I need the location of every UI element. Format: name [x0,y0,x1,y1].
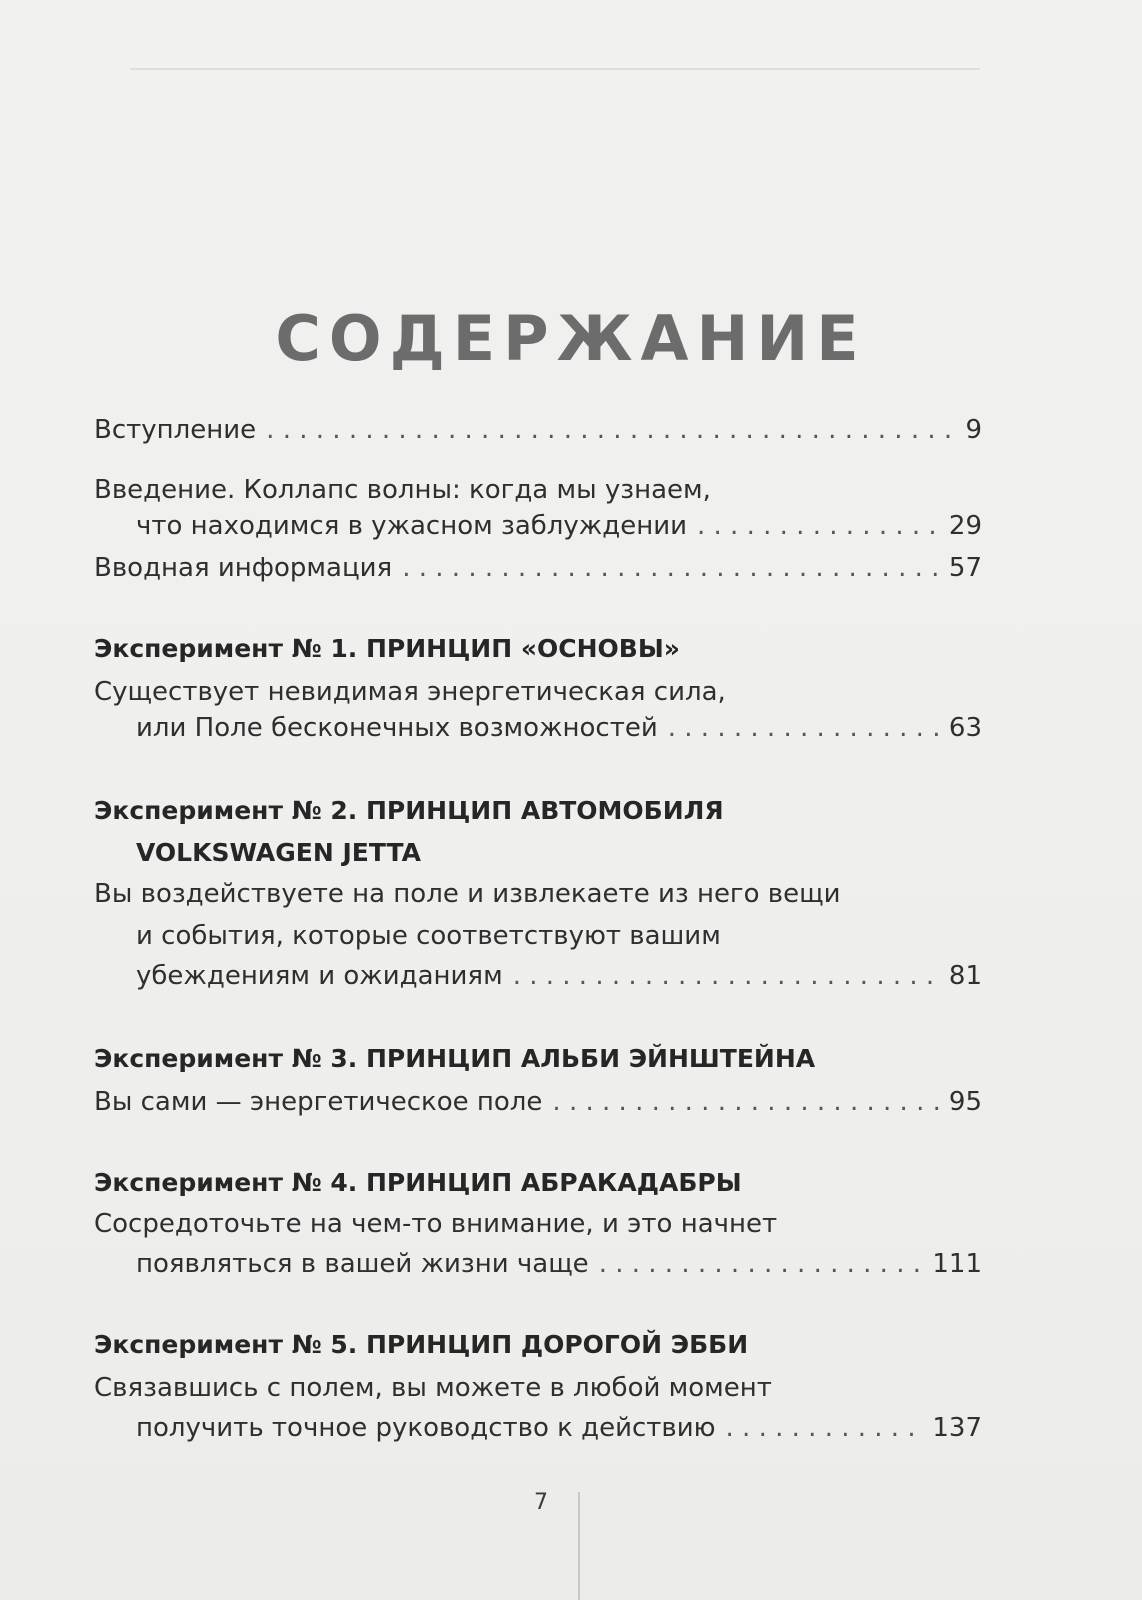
page-gutter-rule [578,1492,580,1600]
dot-leader [552,1084,938,1120]
dot-leader [668,710,939,746]
toc-line [94,472,982,508]
toc-section-heading: Эксперимент № 2. ПРИНЦИП АВТОМОБИЛЯ [94,796,724,825]
toc-entry-text: появляться в вашей жизни чаще [136,1249,589,1279]
toc-line [136,710,982,746]
toc-entry-text: Вводная информация [94,553,393,583]
toc-section-heading: Эксперимент № 3. ПРИНЦИП АЛЬБИ ЭЙНШТЕЙНА [94,1044,816,1073]
toc-entry-text: Вы сами — энергетическое поле [94,1087,543,1117]
dot-leader [513,958,939,994]
toc-entry-text: и события, которые соответствуют вашим [136,921,721,951]
toc-entry-text: Связавшись с полем, вы можете в любой момент [94,1373,772,1403]
toc-line [136,508,982,544]
toc-line [94,1206,982,1242]
toc-entry-text: Существует невидимая энергетическая сила, [94,677,726,707]
toc-line [136,918,982,954]
bleed-through-rule [130,68,980,70]
dot-leader [599,1246,923,1282]
toc-page-number: 95 [948,1087,982,1117]
toc-page-number: 111 [932,1249,982,1279]
toc-line [94,1370,982,1406]
toc-page-number: 9 [965,415,982,445]
toc-page-number: 57 [948,553,982,583]
toc-entry-text: Введение. Коллапс волны: когда мы узнаем, [94,475,711,505]
toc-line [94,412,982,448]
toc-line [136,1410,982,1446]
dot-leader [266,412,955,448]
toc-section-heading: Эксперимент № 1. ПРИНЦИП «ОСНОВЫ» [94,634,680,663]
toc-entry-text: или Поле бесконечных возможностей [136,713,658,743]
toc-page-number: 63 [948,713,982,743]
toc-line [94,550,982,586]
toc-entry-text: Вы воздействуете на поле и извлекаете из него вещи [94,879,841,909]
toc-entry-text: что находимся в ужасном заблуждении [136,511,687,541]
toc-line [136,958,982,994]
toc-section-heading: VOLKSWAGEN JETTA [136,838,421,867]
toc-page-number: 81 [948,961,982,991]
page-number: 7 [534,1490,548,1515]
toc-entry-text: Сосредоточьте на чем-то внимание, и это начнет [94,1209,778,1239]
toc-page-number: 29 [948,511,982,541]
dot-leader [402,550,939,586]
dot-leader [697,508,939,544]
toc-entry-text: Вступление [94,415,257,445]
toc-line [94,1084,982,1120]
toc-line [136,1246,982,1282]
dot-leader [726,1410,923,1446]
toc-section-heading: Эксперимент № 4. ПРИНЦИП АБРАКАДАБРЫ [94,1168,742,1197]
toc-page-number: 137 [932,1413,982,1443]
page-title: СОДЕРЖАНИЕ [275,302,867,375]
toc-line [94,876,982,912]
toc-entry-text: получить точное руководство к действию [136,1413,716,1443]
toc-section-heading: Эксперимент № 5. ПРИНЦИП ДОРОГОЙ ЭББИ [94,1330,749,1359]
toc-line [94,674,982,710]
toc-entry-text: убеждениям и ожиданиям [136,961,503,991]
